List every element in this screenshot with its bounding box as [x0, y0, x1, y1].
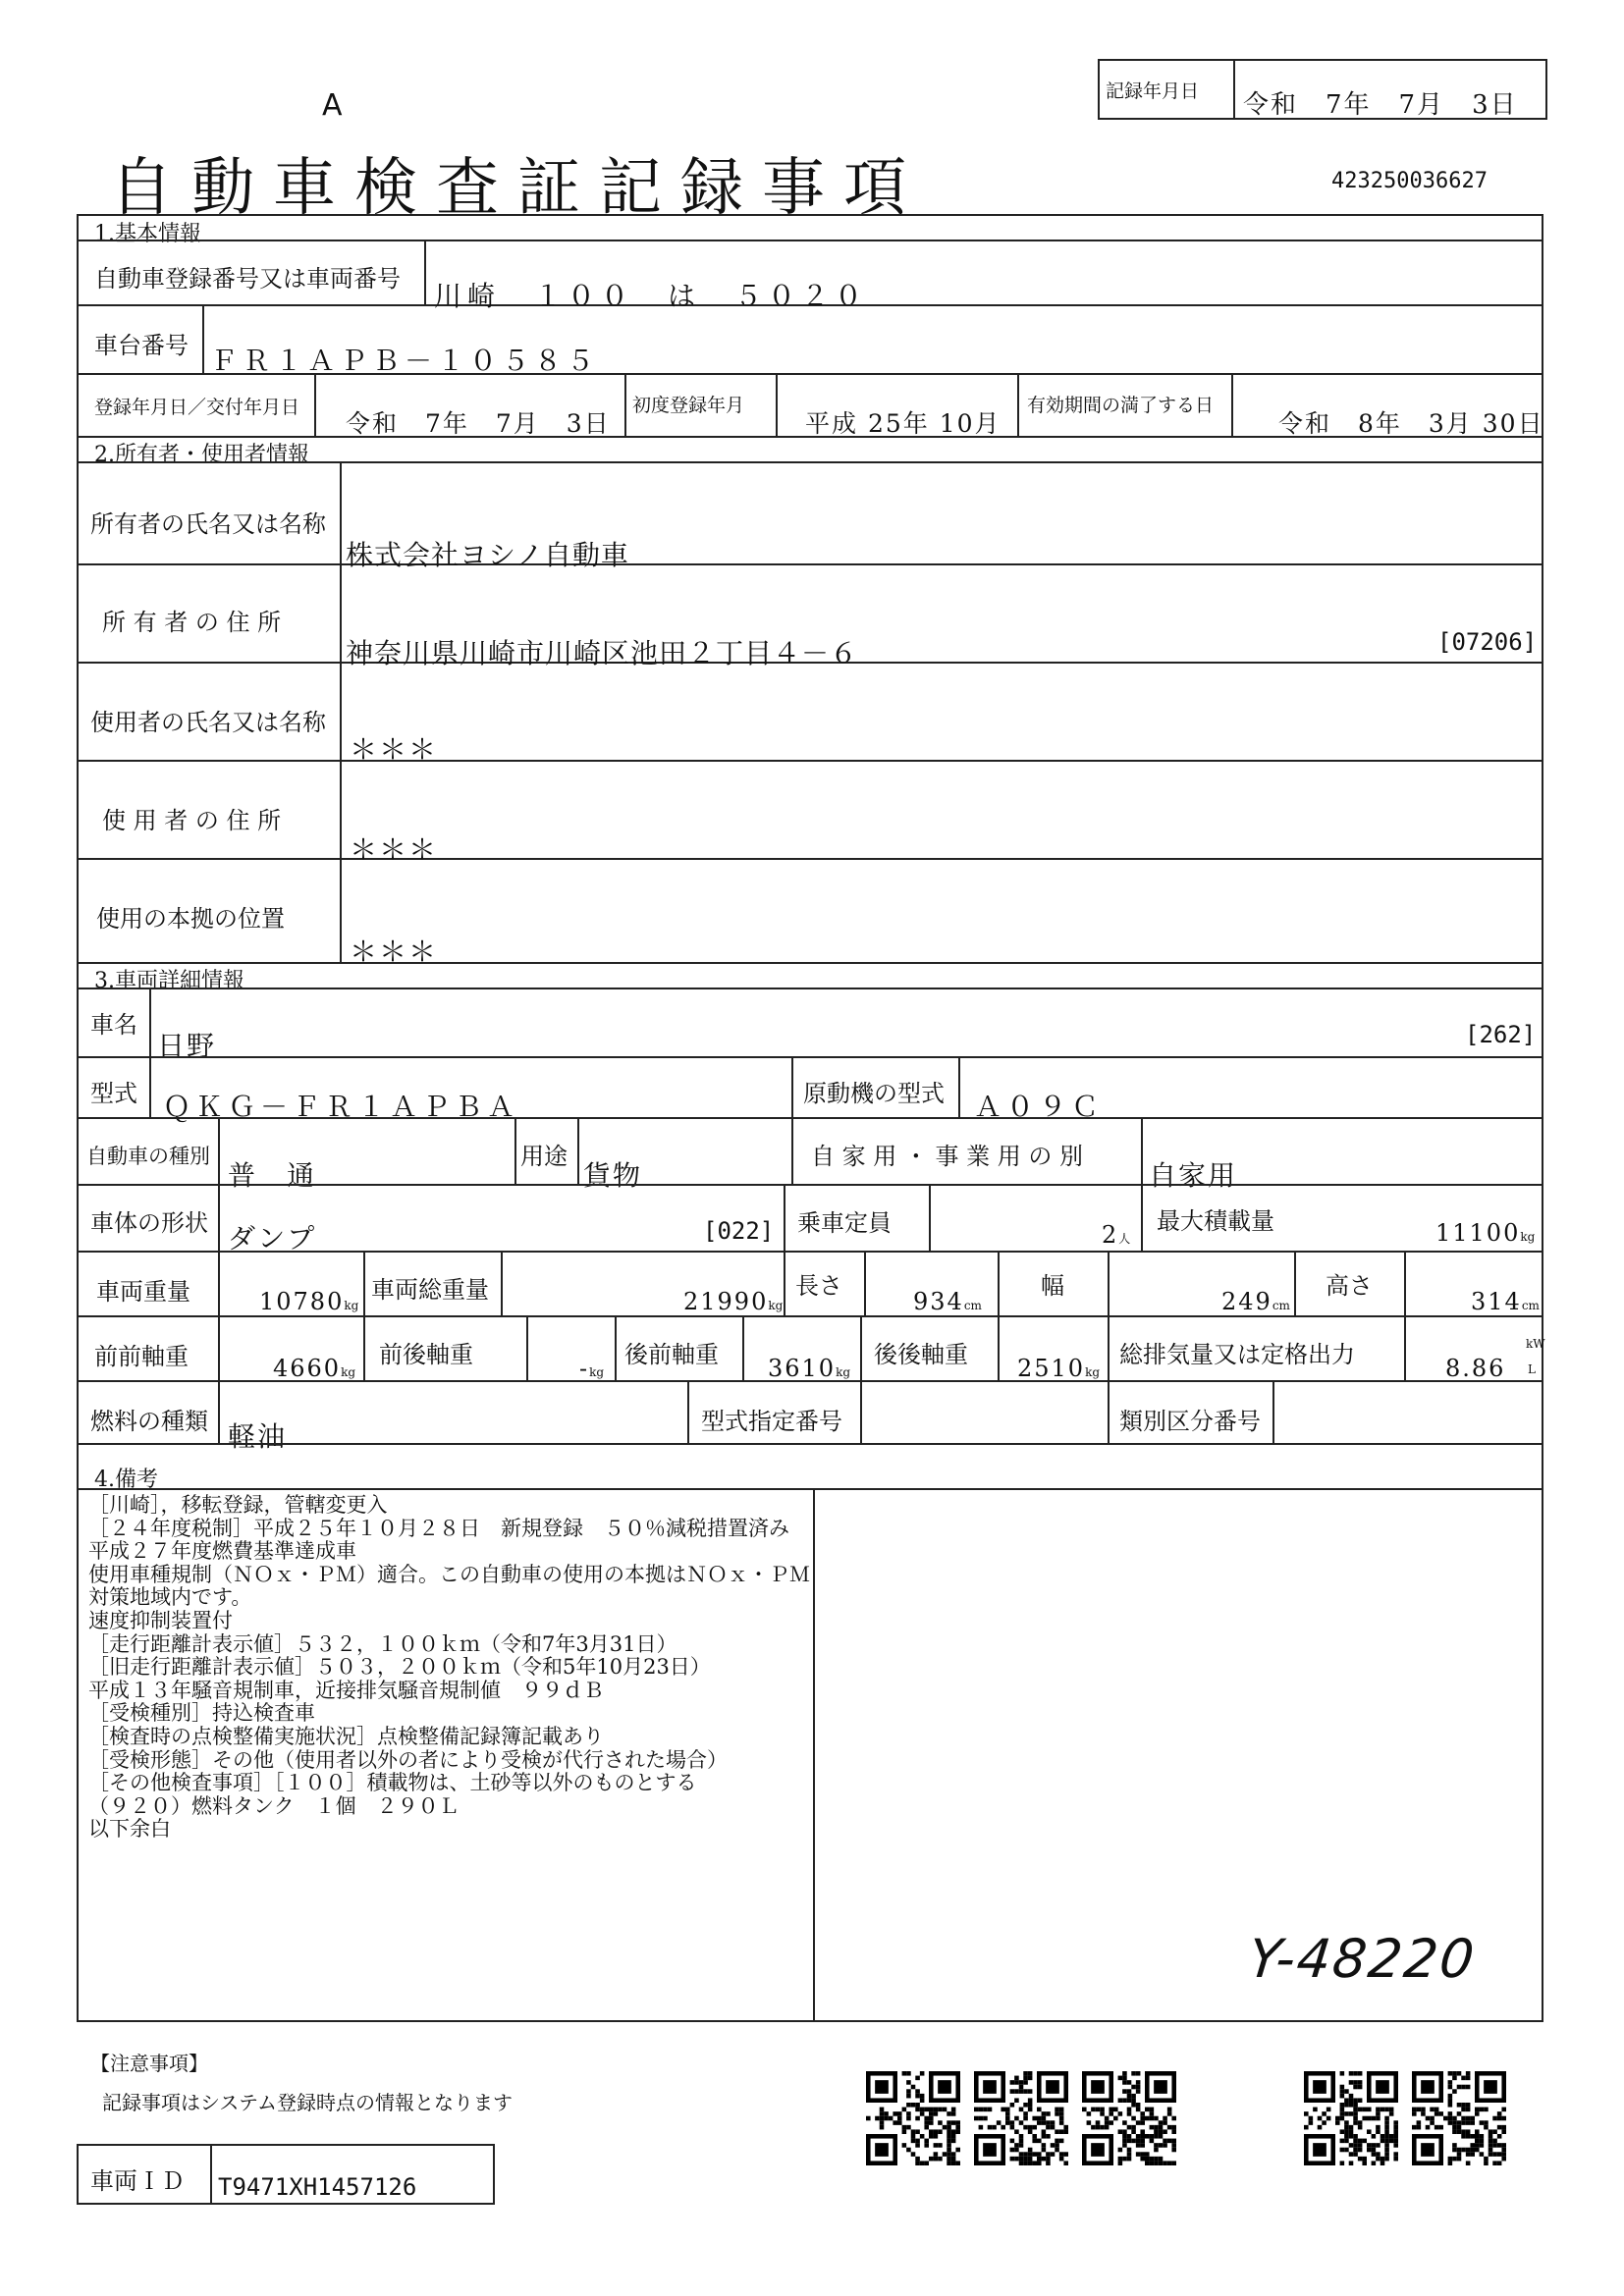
chassis-label: 車台番号 [94, 332, 189, 359]
qr-code-2 [974, 2071, 1068, 2165]
section-vehicle-title: 3.車両詳細情報 [94, 969, 244, 993]
remarks-list [88, 1494, 815, 1842]
remark-line: ［その他検査事項］［１００］積載物は、土砂等以外のものとする [88, 1771, 697, 1795]
length-value: 934cm [913, 1288, 982, 1315]
body-value: ダンプ [228, 1222, 317, 1255]
body-code: [022] [703, 1217, 775, 1245]
rr-axle-value: 2510kg [1017, 1355, 1101, 1382]
remark-line: ［検査時の点検整備実施状況］点検整備記録簿記載あり [88, 1724, 604, 1748]
page-title: 自動車検査証記録事項 [110, 152, 925, 225]
rf-axle-label: 後前軸重 [624, 1341, 719, 1368]
qr-code-3 [1082, 2071, 1176, 2165]
chassis-value: ＦＲ１ＡＰＢ－１０５８５ [210, 345, 600, 377]
max-load-label: 最大積載量 [1157, 1207, 1274, 1235]
model-value: ＱＫＧ－ＦＲ１ＡＰＢＡ [163, 1091, 520, 1123]
use-value: 貨物 [583, 1159, 643, 1192]
qr-code-5 [1412, 2071, 1506, 2165]
maker-value: 日野 [157, 1030, 217, 1062]
user-address-value: ＊＊＊ [350, 833, 439, 866]
reg-date-value: 令和 7年 7月 3日 [346, 409, 611, 438]
qr-code-4 [1304, 2071, 1398, 2165]
user-name-value: ＊＊＊ [350, 733, 439, 766]
displacement-unit-kw: kW [1526, 1337, 1545, 1351]
plate-value: 川崎 １００ は ５０２０ [434, 280, 869, 312]
height-value: 314cm [1471, 1288, 1540, 1315]
designation-label: 型式指定番号 [701, 1408, 842, 1435]
remark-line: ［川崎］，移転登録，管轄変更入 [88, 1493, 388, 1517]
record-date-label: 記録年月日 [1106, 80, 1200, 102]
remark-line: ［走行距離計表示値］５３２，１００ｋｍ（令和7年3月31日） [88, 1631, 677, 1656]
use-label: 用途 [520, 1143, 568, 1170]
remark-line: 平成２７年度燃費基準達成車 [88, 1539, 356, 1564]
remark-line: ［受検形態］その他（使用者以外の者により受検が代行された場合） [88, 1747, 728, 1772]
gross-value: 21990kg [683, 1288, 784, 1315]
vehicle-id-value: T9471XH1457126 [218, 2173, 417, 2201]
vehicle-id-label: 車両ＩＤ [90, 2167, 185, 2195]
body-label: 車体の形状 [90, 1209, 208, 1237]
first-reg-label: 初度登録年月 [632, 395, 745, 416]
rr-axle-label: 後後軸重 [874, 1341, 968, 1368]
fuel-label: 燃料の種類 [90, 1408, 208, 1435]
engine-value: Ａ０９Ｃ [974, 1091, 1105, 1123]
owner-address-code: [07206] [1437, 628, 1538, 656]
height-label: 高さ [1326, 1272, 1373, 1300]
weight-label: 車両重量 [96, 1278, 190, 1306]
remark-line: 速度抑制装置付 [88, 1608, 233, 1632]
weight-value: 10780kg [259, 1288, 359, 1315]
private-label: 自 家 用 ・ 事 業 用 の 別 [811, 1143, 1084, 1170]
plate-label: 自動車登録番号又は車両番号 [94, 265, 401, 293]
base-location-label: 使用の本拠の位置 [96, 905, 285, 933]
fr-axle-label: 前後軸重 [379, 1341, 473, 1368]
remark-line: 以下余白 [88, 1817, 171, 1842]
reg-date-label: 登録年月日／交付年月日 [94, 397, 300, 418]
remark-line: 平成１３年騒音規制車，近接排気騒音規制値 ９９ｄＢ [88, 1678, 604, 1702]
maker-code: [262] [1465, 1021, 1537, 1048]
qr-code-1 [866, 2071, 960, 2165]
displacement-value: 8.86 [1445, 1355, 1506, 1382]
section-owner-title: 2.所有者・使用者情報 [94, 443, 309, 467]
private-value: 自家用 [1149, 1159, 1238, 1192]
displacement-unit-l: L [1528, 1362, 1536, 1376]
notice-title: 【注意事項】 [90, 2052, 208, 2075]
remark-line: ［旧走行距離計表示値］５０３，２００ｋｍ（令和5年10月23日） [88, 1655, 711, 1680]
notice-text: 記録事項はシステム登録時点の情報となります [102, 2091, 513, 2114]
remark-line: ［２４年度税制］平成２５年１０月２８日 新規登録 ５０％減税措置済み [88, 1516, 789, 1540]
user-address-label: 使 用 者 の 住 所 [102, 807, 282, 834]
user-name-label: 使用者の氏名又は名称 [90, 709, 326, 736]
length-label: 長さ [795, 1272, 842, 1300]
ff-axle-label: 前前軸重 [94, 1343, 189, 1370]
remark-line: ［受検種別］持込検査車 [88, 1701, 315, 1726]
model-label: 型式 [90, 1080, 137, 1107]
first-reg-value: 平成 25年 10月 [805, 409, 1001, 438]
capacity-label: 乗車定員 [797, 1209, 892, 1237]
maker-label: 車名 [90, 1011, 137, 1039]
fuel-value: 軽油 [228, 1420, 288, 1453]
width-label: 幅 [1041, 1272, 1064, 1300]
section-remarks-title: 4.備考 [94, 1468, 158, 1492]
record-date-value: 令和 7年 7月 3日 [1243, 90, 1518, 120]
fr-axle-value: -kg [579, 1355, 605, 1382]
handwritten-note: Y-48220 [1245, 1928, 1480, 1990]
ff-axle-value: 4660kg [273, 1355, 356, 1382]
owner-address-label: 所 有 者 の 住 所 [102, 609, 282, 636]
rf-axle-value: 3610kg [768, 1355, 851, 1382]
owner-name-value: 株式会社ヨシノ自動車 [346, 539, 629, 571]
category-label: 類別区分番号 [1119, 1408, 1261, 1435]
expiry-label: 有効期間の満了する日 [1027, 395, 1215, 416]
owner-address-value: 神奈川県川崎市川崎区池田２丁目４－６ [346, 637, 859, 669]
max-load-value: 11100kg [1435, 1219, 1536, 1247]
remark-line: （９２０）燃料タンク １個 ２９０Ｌ [88, 1793, 460, 1818]
capacity-value: 2人 [1102, 1221, 1131, 1249]
engine-label: 原動機の型式 [803, 1080, 945, 1107]
type-value: 普 通 [228, 1159, 317, 1192]
owner-name-label: 所有者の氏名又は名称 [90, 510, 326, 538]
type-label: 自動車の種別 [86, 1145, 210, 1168]
gross-label: 車両総重量 [371, 1276, 489, 1304]
expiry-value: 令和 8年 3月 30日 [1278, 409, 1544, 438]
section-basic-title: 1.基本情報 [94, 222, 201, 246]
width-value: 249cm [1221, 1288, 1290, 1315]
base-location-value: ＊＊＊ [350, 935, 439, 968]
document-number: 423250036627 [1331, 169, 1488, 193]
copy-mark: A [322, 88, 343, 123]
remark-line: 使用車種規制（ＮＯｘ・ＰＭ）適合。この自動車の使用の本拠はＮＯｘ・ＰＭ対策地域内です。 [88, 1562, 810, 1610]
displacement-label: 総排気量又は定格出力 [1119, 1341, 1355, 1368]
